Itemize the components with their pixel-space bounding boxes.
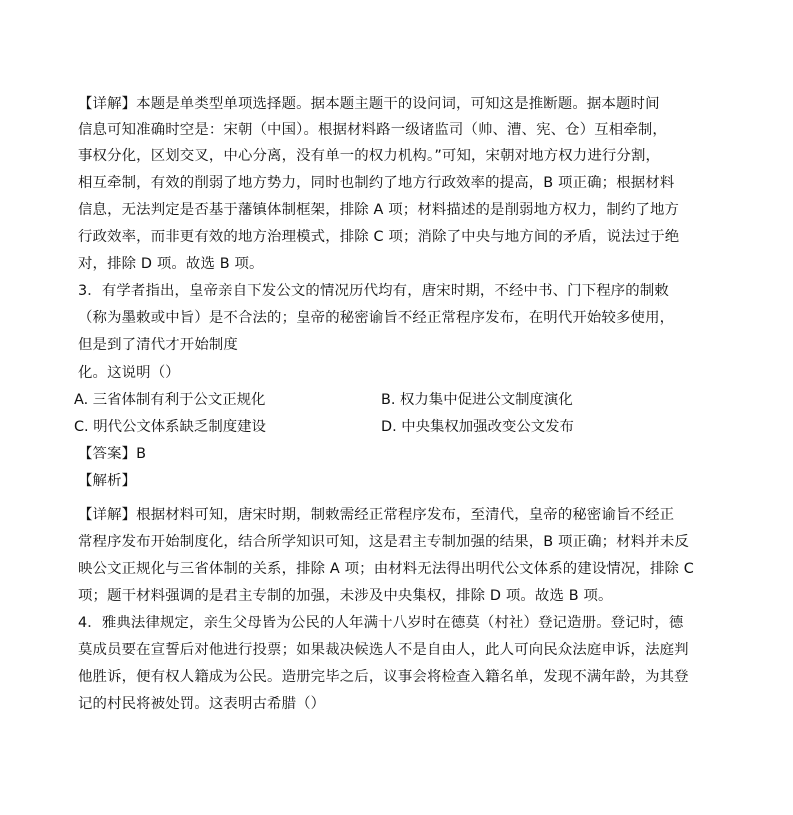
question-3-line: 3．有学者指出，皇帝亲自下发公文的情况历代均有，唐宋时期，不经中书、门下程序的制敕 [78,283,669,299]
explanation-line: 事权分化，区划交叉，中心分离，没有单一的权力机构。”可知，宋朝对地方权力进行分割， [78,148,661,164]
explanation-line: 【详解】本题是单类型单项选择题。据本题主题干的设问词，可知这是推断题。据本题时间 [78,96,660,112]
explanation-line: 映公文正规化与三省体制的关系，排除 A 项；由材料无法得出明代公文体系的建设情况，排除 C [78,561,694,577]
explanation-line: 信息可知准确时空是：宋朝（中国）。根据材料路一级诸监司（帅、漕、宪、仓）互相牵制， [78,122,667,138]
question-4-line: 记的村民将被处罚。这表明古希腊（） [78,696,326,712]
option-c: C. 明代公文体系缺乏制度建设 [74,419,266,435]
option-b: B. 权力集中促进公文制度演化 [381,392,573,408]
question-3-line: 化。这说明（） [78,365,180,381]
question-4-line: 4．雅典法律规定，亲生父母皆为公民的人年满十八岁时在德莫（村社）登记造册。登记时，德 [78,615,684,631]
explanation-line: 【详解】根据材料可知，唐宋时期，制敕需经正常程序发布，至清代，皇帝的秘密谕旨不经正 [78,507,675,523]
option-d: D. 中央集权加强改变公文发布 [381,419,574,435]
explanation-line: 项；题干材料强调的是君主专制的加强，未涉及中央集权，排除 D 项。故选 B 项。 [78,588,613,604]
explanation-line: 信息，无法判定是否基于藩镇体制框架，排除 A 项；材料描述的是削弱地方权力，制约了地方 [78,202,680,218]
question-4-line: 他胜诉，便有权人籍成为公民。造册完毕之后，议事会将检查入籍名单，发现不满年龄，为其登 [78,669,689,685]
analysis-heading: 【解析】 [78,473,137,489]
question-3-line: （称为墨敕或中旨）是不合法的；皇帝的秘密谕旨不经正常程序发布，在明代开始较多使用， [78,310,675,326]
explanation-line: 行政效率，而非更有效的地方治理模式，排除 C 项；消除了中央与地方间的矛盾，说法过于绝 [78,229,680,245]
answer-line: 【答案】B [78,446,147,462]
explanation-line: 相互牵制，有效的削弱了地方势力，同时也制约了地方行政效率的提高，B 项正确；根据材料 [78,175,675,191]
explanation-line: 常程序发布开始制度化，结合所学知识可知，这是君主专制加强的结果，B 项正确；材料并未反 [78,534,689,550]
question-4-line: 莫成员要在宣誓后对他进行投票；如果裁决候选人不是自由人，此人可向民众法庭申诉，法庭判 [78,642,689,658]
option-a: A. 三省体制有利于公文正规化 [74,392,266,408]
explanation-line: 对，排除 D 项。故选 B 项。 [78,256,264,272]
question-3-line: 但是到了清代才开始制度 [78,337,238,353]
